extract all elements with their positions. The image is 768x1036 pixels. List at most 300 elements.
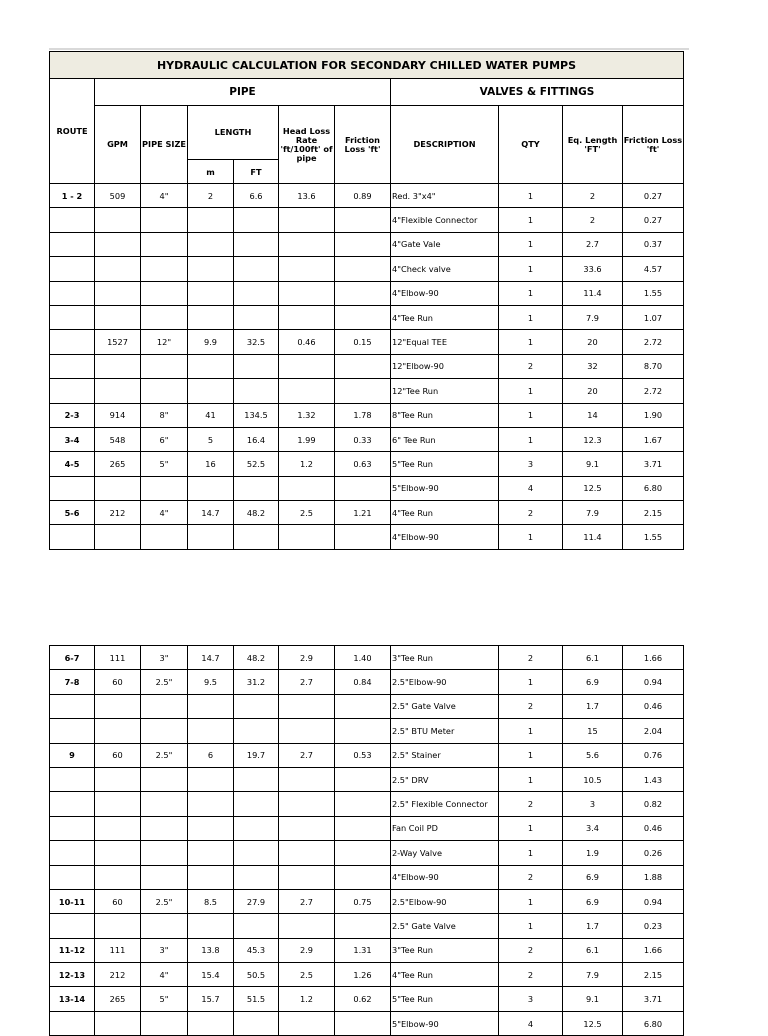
head-loss-rate-header: Head Loss Rate 'ft/100ft' of pipe bbox=[279, 106, 335, 184]
route-cell: 12-13 bbox=[50, 963, 95, 987]
route-cell bbox=[50, 208, 95, 232]
fitting-friction-loss-cell: 2.04 bbox=[623, 719, 684, 743]
pipe-size-cell bbox=[141, 914, 188, 938]
route-cell bbox=[50, 767, 95, 791]
pipe-size-cell: 4" bbox=[141, 963, 188, 987]
qty-cell: 1 bbox=[499, 379, 563, 403]
pipe-friction-loss-cell bbox=[335, 305, 391, 329]
table-row bbox=[50, 938, 684, 962]
gpm-cell bbox=[95, 281, 141, 305]
route-cell bbox=[50, 694, 95, 718]
table-row bbox=[50, 330, 684, 354]
length-m-cell: 5 bbox=[188, 427, 234, 451]
gpm-cell: 111 bbox=[95, 646, 141, 670]
length-ft-cell bbox=[234, 379, 279, 403]
length-m-cell: 41 bbox=[188, 403, 234, 427]
head-loss-rate-cell: 2.9 bbox=[279, 646, 335, 670]
pipe-size-cell bbox=[141, 694, 188, 718]
eq-length-cell: 14 bbox=[563, 403, 623, 427]
route-cell bbox=[50, 257, 95, 281]
head-loss-rate-cell bbox=[279, 379, 335, 403]
eq-length-cell: 3.4 bbox=[563, 816, 623, 840]
qty-cell: 2 bbox=[499, 501, 563, 525]
route-cell bbox=[50, 865, 95, 889]
pipe-friction-loss-cell bbox=[335, 208, 391, 232]
pipe-friction-loss-cell bbox=[335, 694, 391, 718]
table-row bbox=[50, 963, 684, 987]
length-ft-cell: 51.5 bbox=[234, 987, 279, 1011]
pipe-size-cell: 3" bbox=[141, 646, 188, 670]
pipe-group-header: PIPE bbox=[95, 79, 391, 106]
gpm-cell: 509 bbox=[95, 184, 141, 208]
length-ft-cell: 6.6 bbox=[234, 184, 279, 208]
route-cell bbox=[50, 719, 95, 743]
eq-length-cell: 6.9 bbox=[563, 670, 623, 694]
fitting-friction-loss-cell: 0.94 bbox=[623, 670, 684, 694]
table-row bbox=[50, 281, 684, 305]
fitting-friction-loss-cell: 1.55 bbox=[623, 281, 684, 305]
length-ft-cell bbox=[234, 257, 279, 281]
description-cell: 4"Gate Vale bbox=[391, 232, 499, 256]
qty-cell: 1 bbox=[499, 914, 563, 938]
route-cell bbox=[50, 330, 95, 354]
route-cell: 3-4 bbox=[50, 427, 95, 451]
length-m-cell bbox=[188, 841, 234, 865]
calc-table-bottom bbox=[49, 645, 684, 1036]
length-ft-cell: 48.2 bbox=[234, 501, 279, 525]
fitting-friction-loss-cell: 4.57 bbox=[623, 257, 684, 281]
fitting-friction-loss-cell: 3.71 bbox=[623, 452, 684, 476]
description-cell: 3"Tee Run bbox=[391, 938, 499, 962]
eq-length-cell: 7.9 bbox=[563, 963, 623, 987]
qty-cell: 1 bbox=[499, 184, 563, 208]
qty-cell: 2 bbox=[499, 354, 563, 378]
qty-cell: 2 bbox=[499, 792, 563, 816]
route-cell bbox=[50, 841, 95, 865]
fitting-friction-loss-cell: 0.27 bbox=[623, 184, 684, 208]
fitting-friction-loss-cell: 0.27 bbox=[623, 208, 684, 232]
head-loss-rate-cell bbox=[279, 816, 335, 840]
length-ft-cell bbox=[234, 354, 279, 378]
length-ft-cell: 27.9 bbox=[234, 889, 279, 913]
route-cell bbox=[50, 232, 95, 256]
eq-length-cell: 11.4 bbox=[563, 281, 623, 305]
head-loss-rate-cell: 2.5 bbox=[279, 963, 335, 987]
length-m-cell: 14.7 bbox=[188, 501, 234, 525]
table-row bbox=[50, 232, 684, 256]
description-cell: 2.5"Elbow-90 bbox=[391, 889, 499, 913]
fitting-friction-loss-cell: 0.46 bbox=[623, 694, 684, 718]
pipe-size-cell: 5" bbox=[141, 987, 188, 1011]
qty-cell: 1 bbox=[499, 403, 563, 427]
length-m-cell: 15.7 bbox=[188, 987, 234, 1011]
head-loss-rate-cell: 1.2 bbox=[279, 987, 335, 1011]
table-row bbox=[50, 743, 684, 767]
eq-length-cell: 2 bbox=[563, 184, 623, 208]
fitting-friction-loss-cell: 1.88 bbox=[623, 865, 684, 889]
table-row bbox=[50, 452, 684, 476]
table-row bbox=[50, 841, 684, 865]
description-cell: 8"Tee Run bbox=[391, 403, 499, 427]
qty-cell: 1 bbox=[499, 719, 563, 743]
head-loss-rate-cell bbox=[279, 281, 335, 305]
route-cell: 5-6 bbox=[50, 501, 95, 525]
head-loss-rate-cell bbox=[279, 914, 335, 938]
eq-length-cell: 11.4 bbox=[563, 525, 623, 549]
eq-length-cell: 6.1 bbox=[563, 646, 623, 670]
length-m-cell: 14.7 bbox=[188, 646, 234, 670]
gpm-cell: 914 bbox=[95, 403, 141, 427]
table-row bbox=[50, 501, 684, 525]
route-cell: 2-3 bbox=[50, 403, 95, 427]
length-m-cell bbox=[188, 354, 234, 378]
head-loss-rate-cell: 2.7 bbox=[279, 670, 335, 694]
length-ft-cell bbox=[234, 816, 279, 840]
qty-cell: 1 bbox=[499, 670, 563, 694]
table-row bbox=[50, 184, 684, 208]
table-row bbox=[50, 719, 684, 743]
pipe-friction-loss-cell bbox=[335, 232, 391, 256]
pipe-size-cell bbox=[141, 354, 188, 378]
eq-length-cell: 2 bbox=[563, 208, 623, 232]
table-row bbox=[50, 865, 684, 889]
length-ft-cell bbox=[234, 281, 279, 305]
pipe-friction-loss-cell: 0.63 bbox=[335, 452, 391, 476]
fitting-friction-loss-cell: 2.72 bbox=[623, 330, 684, 354]
head-loss-rate-cell: 1.2 bbox=[279, 452, 335, 476]
description-cell: 12"Tee Run bbox=[391, 379, 499, 403]
description-cell: 2.5" Gate Valve bbox=[391, 694, 499, 718]
description-cell: 4"Elbow-90 bbox=[391, 281, 499, 305]
description-cell: 5"Tee Run bbox=[391, 987, 499, 1011]
pipe-friction-loss-cell: 0.33 bbox=[335, 427, 391, 451]
description-cell: 4"Tee Run bbox=[391, 501, 499, 525]
pipe-size-cell: 12" bbox=[141, 330, 188, 354]
gpm-cell bbox=[95, 914, 141, 938]
route-cell: 4-5 bbox=[50, 452, 95, 476]
description-header: DESCRIPTION bbox=[391, 106, 499, 184]
head-loss-rate-cell bbox=[279, 525, 335, 549]
gpm-cell: 265 bbox=[95, 452, 141, 476]
sheet-top-edge bbox=[49, 48, 689, 50]
qty-cell: 1 bbox=[499, 305, 563, 329]
eq-length-cell: 15 bbox=[563, 719, 623, 743]
eq-length-cell: 1.9 bbox=[563, 841, 623, 865]
table-row bbox=[50, 889, 684, 913]
length-ft-cell bbox=[234, 476, 279, 500]
head-loss-rate-cell bbox=[279, 305, 335, 329]
description-cell: 4"Flexible Connector bbox=[391, 208, 499, 232]
description-cell: 4"Elbow-90 bbox=[391, 865, 499, 889]
description-cell: 4"Check valve bbox=[391, 257, 499, 281]
pipe-size-cell bbox=[141, 816, 188, 840]
pipe-friction-loss-cell: 0.62 bbox=[335, 987, 391, 1011]
pipe-friction-loss-cell bbox=[335, 281, 391, 305]
description-cell: Fan Coil PD bbox=[391, 816, 499, 840]
length-ft-cell bbox=[234, 841, 279, 865]
head-loss-rate-cell bbox=[279, 841, 335, 865]
qty-header: QTY bbox=[499, 106, 563, 184]
eq-length-cell: 6.1 bbox=[563, 938, 623, 962]
length-m-cell: 16 bbox=[188, 452, 234, 476]
eq-length-cell: 32 bbox=[563, 354, 623, 378]
pipe-size-header: PIPE SIZE bbox=[141, 106, 188, 184]
qty-cell: 1 bbox=[499, 208, 563, 232]
pipe-size-cell bbox=[141, 865, 188, 889]
pipe-size-cell: 2.5" bbox=[141, 743, 188, 767]
head-loss-rate-cell bbox=[279, 476, 335, 500]
route-cell bbox=[50, 525, 95, 549]
eq-length-cell: 20 bbox=[563, 330, 623, 354]
pipe-friction-loss-cell bbox=[335, 792, 391, 816]
table-row bbox=[50, 208, 684, 232]
gpm-cell: 212 bbox=[95, 501, 141, 525]
qty-cell: 1 bbox=[499, 889, 563, 913]
pipe-friction-loss-cell bbox=[335, 914, 391, 938]
eq-length-cell: 1.7 bbox=[563, 914, 623, 938]
eq-length-cell: 9.1 bbox=[563, 987, 623, 1011]
length-m-cell bbox=[188, 232, 234, 256]
route-cell bbox=[50, 305, 95, 329]
pipe-friction-loss-cell bbox=[335, 379, 391, 403]
description-cell: 5"Elbow-90 bbox=[391, 1011, 499, 1035]
calc-table-top bbox=[49, 51, 684, 550]
qty-cell: 1 bbox=[499, 281, 563, 305]
eq-length-cell: 12.5 bbox=[563, 1011, 623, 1035]
gpm-cell bbox=[95, 792, 141, 816]
head-loss-rate-cell: 2.9 bbox=[279, 938, 335, 962]
gpm-cell bbox=[95, 816, 141, 840]
route-cell: 1 - 2 bbox=[50, 184, 95, 208]
length-ft-cell bbox=[234, 767, 279, 791]
route-cell: 13-14 bbox=[50, 987, 95, 1011]
route-cell bbox=[50, 476, 95, 500]
pipe-size-cell bbox=[141, 257, 188, 281]
length-m-cell bbox=[188, 816, 234, 840]
table-row bbox=[50, 694, 684, 718]
eq-length-cell: 20 bbox=[563, 379, 623, 403]
head-loss-rate-cell: 1.32 bbox=[279, 403, 335, 427]
fitting-friction-loss-cell: 0.23 bbox=[623, 914, 684, 938]
description-cell: 2.5" Stainer bbox=[391, 743, 499, 767]
eq-length-cell: 33.6 bbox=[563, 257, 623, 281]
pipe-friction-loss-cell: 0.75 bbox=[335, 889, 391, 913]
qty-cell: 1 bbox=[499, 330, 563, 354]
length-ft-cell: 16.4 bbox=[234, 427, 279, 451]
fitting-friction-loss-cell: 0.94 bbox=[623, 889, 684, 913]
qty-cell: 1 bbox=[499, 767, 563, 791]
length-m-cell bbox=[188, 719, 234, 743]
length-m-cell bbox=[188, 914, 234, 938]
qty-cell: 4 bbox=[499, 476, 563, 500]
qty-cell: 1 bbox=[499, 841, 563, 865]
fitting-friction-loss-cell: 1.67 bbox=[623, 427, 684, 451]
length-ft-cell: 32.5 bbox=[234, 330, 279, 354]
length-m-cell: 9.5 bbox=[188, 670, 234, 694]
fitting-friction-loss-cell: 0.82 bbox=[623, 792, 684, 816]
length-ft-cell bbox=[234, 305, 279, 329]
gpm-cell bbox=[95, 232, 141, 256]
length-ft-cell: 134.5 bbox=[234, 403, 279, 427]
length-m-cell bbox=[188, 379, 234, 403]
head-loss-rate-cell bbox=[279, 719, 335, 743]
route-cell: 6-7 bbox=[50, 646, 95, 670]
pipe-friction-loss-cell bbox=[335, 767, 391, 791]
table-bottom-body bbox=[50, 646, 684, 1036]
pipe-size-cell bbox=[141, 767, 188, 791]
eq-length-cell: 6.9 bbox=[563, 865, 623, 889]
gpm-cell bbox=[95, 841, 141, 865]
length-m-cell bbox=[188, 281, 234, 305]
eq-length-cell: 10.5 bbox=[563, 767, 623, 791]
pipe-friction-loss-header: Friction Loss 'ft' bbox=[335, 106, 391, 184]
table-row bbox=[50, 354, 684, 378]
description-cell: Red. 3"x4" bbox=[391, 184, 499, 208]
pipe-friction-loss-cell: 1.26 bbox=[335, 963, 391, 987]
length-m-cell: 8.5 bbox=[188, 889, 234, 913]
head-loss-rate-cell bbox=[279, 208, 335, 232]
qty-cell: 1 bbox=[499, 743, 563, 767]
route-cell: 11-12 bbox=[50, 938, 95, 962]
qty-cell: 3 bbox=[499, 987, 563, 1011]
fitting-friction-loss-cell: 2.15 bbox=[623, 963, 684, 987]
route-cell bbox=[50, 281, 95, 305]
qty-cell: 4 bbox=[499, 1011, 563, 1035]
gpm-cell bbox=[95, 208, 141, 232]
fitting-friction-loss-cell: 0.46 bbox=[623, 816, 684, 840]
pipe-friction-loss-cell: 1.31 bbox=[335, 938, 391, 962]
length-ft-header: FT bbox=[234, 160, 279, 184]
length-m-cell bbox=[188, 792, 234, 816]
length-ft-cell: 50.5 bbox=[234, 963, 279, 987]
gpm-cell bbox=[95, 865, 141, 889]
length-ft-cell: 52.5 bbox=[234, 452, 279, 476]
eq-length-cell: 9.1 bbox=[563, 452, 623, 476]
qty-cell: 1 bbox=[499, 525, 563, 549]
description-cell: 12"Elbow-90 bbox=[391, 354, 499, 378]
length-m-cell bbox=[188, 305, 234, 329]
head-loss-rate-cell bbox=[279, 257, 335, 281]
pipe-size-cell bbox=[141, 232, 188, 256]
qty-cell: 1 bbox=[499, 232, 563, 256]
qty-cell: 1 bbox=[499, 816, 563, 840]
pipe-size-cell: 2.5" bbox=[141, 889, 188, 913]
pipe-size-cell bbox=[141, 208, 188, 232]
pipe-size-cell bbox=[141, 305, 188, 329]
gpm-cell bbox=[95, 379, 141, 403]
length-ft-cell: 48.2 bbox=[234, 646, 279, 670]
table-row bbox=[50, 914, 684, 938]
eq-length-cell: 5.6 bbox=[563, 743, 623, 767]
eq-length-cell: 7.9 bbox=[563, 305, 623, 329]
eq-length-cell: 12.3 bbox=[563, 427, 623, 451]
eq-length-cell: 1.7 bbox=[563, 694, 623, 718]
gpm-cell bbox=[95, 305, 141, 329]
length-m-cell bbox=[188, 694, 234, 718]
gpm-cell: 265 bbox=[95, 987, 141, 1011]
pipe-size-cell: 6" bbox=[141, 427, 188, 451]
pipe-size-cell bbox=[141, 379, 188, 403]
route-cell bbox=[50, 816, 95, 840]
route-cell bbox=[50, 354, 95, 378]
description-cell: 12"Equal TEE bbox=[391, 330, 499, 354]
table-row bbox=[50, 403, 684, 427]
length-m-cell: 6 bbox=[188, 743, 234, 767]
eq-length-cell: 7.9 bbox=[563, 501, 623, 525]
qty-cell: 2 bbox=[499, 694, 563, 718]
pipe-friction-loss-cell bbox=[335, 354, 391, 378]
head-loss-rate-cell: 0.46 bbox=[279, 330, 335, 354]
length-ft-cell bbox=[234, 208, 279, 232]
gpm-cell: 212 bbox=[95, 963, 141, 987]
eq-length-header: Eq. Length 'FT' bbox=[563, 106, 623, 184]
description-cell: 2-Way Valve bbox=[391, 841, 499, 865]
table-row bbox=[50, 305, 684, 329]
table-row bbox=[50, 257, 684, 281]
route-cell: 7-8 bbox=[50, 670, 95, 694]
qty-cell: 2 bbox=[499, 938, 563, 962]
fitting-friction-loss-cell: 1.66 bbox=[623, 646, 684, 670]
eq-length-cell: 6.9 bbox=[563, 889, 623, 913]
valves-fittings-group-header: VALVES & FITTINGS bbox=[391, 79, 684, 106]
gpm-cell bbox=[95, 354, 141, 378]
gpm-cell bbox=[95, 719, 141, 743]
description-cell: 4"Elbow-90 bbox=[391, 525, 499, 549]
head-loss-rate-cell: 13.6 bbox=[279, 184, 335, 208]
qty-cell: 1 bbox=[499, 257, 563, 281]
length-ft-cell: 45.3 bbox=[234, 938, 279, 962]
pipe-size-cell bbox=[141, 525, 188, 549]
length-m-cell bbox=[188, 208, 234, 232]
fitting-friction-loss-cell: 6.80 bbox=[623, 476, 684, 500]
route-cell: 9 bbox=[50, 743, 95, 767]
head-loss-rate-cell bbox=[279, 232, 335, 256]
fitting-friction-loss-cell: 2.15 bbox=[623, 501, 684, 525]
table-row bbox=[50, 427, 684, 451]
length-m-header: m bbox=[188, 160, 234, 184]
qty-cell: 2 bbox=[499, 865, 563, 889]
length-m-cell bbox=[188, 476, 234, 500]
table-row bbox=[50, 525, 684, 549]
gpm-cell: 1527 bbox=[95, 330, 141, 354]
head-loss-rate-cell: 2.7 bbox=[279, 743, 335, 767]
pipe-friction-loss-cell: 0.15 bbox=[335, 330, 391, 354]
eq-length-cell: 12.5 bbox=[563, 476, 623, 500]
description-cell: 4"Tee Run bbox=[391, 305, 499, 329]
pipe-friction-loss-cell bbox=[335, 257, 391, 281]
pipe-size-cell: 5" bbox=[141, 452, 188, 476]
gpm-cell: 548 bbox=[95, 427, 141, 451]
head-loss-rate-cell bbox=[279, 792, 335, 816]
sheet-title: HYDRAULIC CALCULATION FOR SECONDARY CHILLED WATER PUMPS bbox=[50, 52, 684, 79]
pipe-friction-loss-cell bbox=[335, 841, 391, 865]
length-ft-cell: 31.2 bbox=[234, 670, 279, 694]
pipe-friction-loss-cell: 0.89 bbox=[335, 184, 391, 208]
head-loss-rate-cell bbox=[279, 767, 335, 791]
route-cell bbox=[50, 914, 95, 938]
head-loss-rate-cell bbox=[279, 694, 335, 718]
pipe-size-cell: 3" bbox=[141, 938, 188, 962]
length-m-cell: 9.9 bbox=[188, 330, 234, 354]
pipe-size-cell: 8" bbox=[141, 403, 188, 427]
fitting-friction-loss-header: Friction Loss 'ft' bbox=[623, 106, 684, 184]
gpm-header: GPM bbox=[95, 106, 141, 184]
pipe-friction-loss-cell: 0.53 bbox=[335, 743, 391, 767]
table-row bbox=[50, 987, 684, 1011]
gpm-cell: 111 bbox=[95, 938, 141, 962]
head-loss-rate-cell bbox=[279, 354, 335, 378]
length-m-cell: 13.8 bbox=[188, 938, 234, 962]
